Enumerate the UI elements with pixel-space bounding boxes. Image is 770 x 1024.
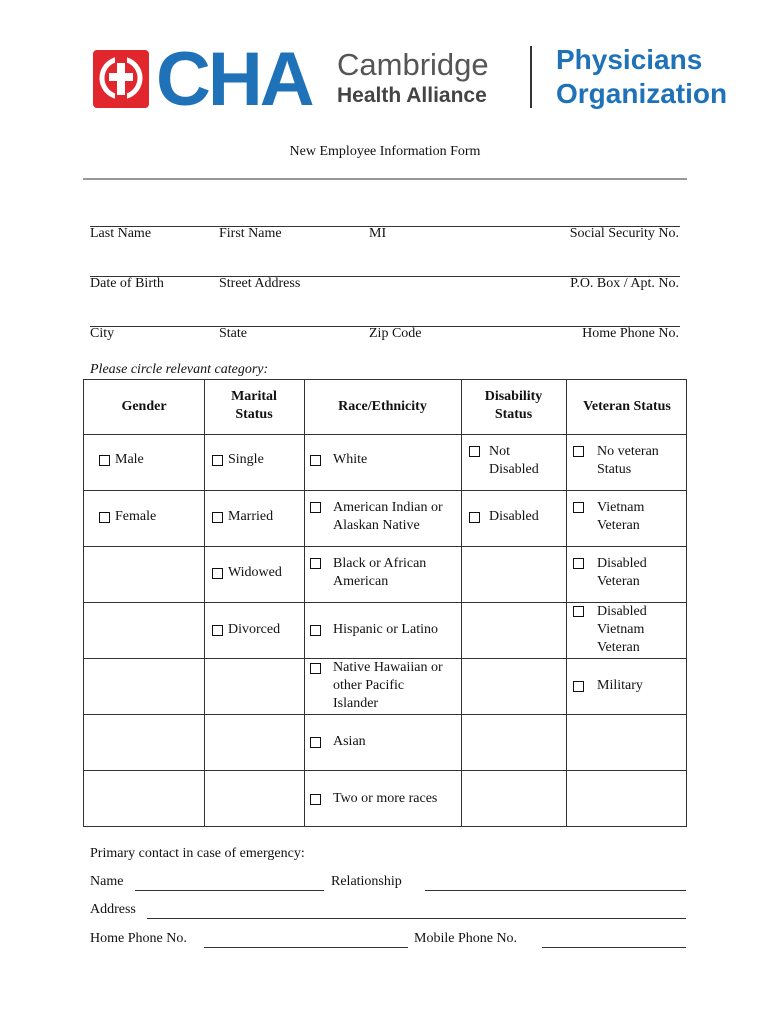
veteran-military-checkbox[interactable]: [573, 681, 584, 692]
emergency-mobile-phone-field[interactable]: [542, 947, 686, 948]
race-native-hawaiian-label-line3: Islander: [333, 696, 379, 711]
race-asian-checkbox[interactable]: [310, 737, 321, 748]
row-divider: [84, 602, 686, 603]
column-divider: [304, 380, 305, 826]
row-divider: [84, 546, 686, 547]
disability-not-disabled-label-line1: Not: [489, 444, 510, 459]
veteran-disabled-label-line1: Disabled: [597, 556, 647, 571]
logo-cha-text: CHA: [156, 37, 312, 122]
emergency-relationship-field[interactable]: [425, 890, 686, 891]
emergency-relationship-label: Relationship: [331, 874, 402, 889]
emergency-home-phone-field[interactable]: [204, 947, 408, 948]
first-name-label: First Name: [219, 226, 282, 241]
city-label: City: [90, 326, 115, 341]
disability-not-disabled-label-line2: Disabled: [489, 462, 539, 477]
race-two-or-more-label: Two or more races: [333, 791, 438, 806]
marital-widowed-label: Widowed: [228, 565, 282, 580]
veteran-none-label-line2: Status: [597, 462, 632, 477]
marital-single-checkbox[interactable]: [212, 455, 223, 466]
last-name-label: Last Name: [90, 226, 152, 241]
category-instruction: Please circle relevant category:: [90, 362, 269, 377]
disability-disabled-checkbox[interactable]: [469, 512, 480, 523]
race-header: Race/Ethnicity: [338, 399, 427, 414]
marital-header-line1: Marital: [231, 389, 277, 404]
logo-cambridge-text: Cambridge: [337, 47, 489, 82]
disability-not-disabled-checkbox[interactable]: [469, 446, 480, 457]
veteran-disabled-label-line2: Veteran: [597, 574, 640, 589]
veteran-disabled-vietnam-label-line1: Disabled: [597, 604, 647, 619]
marital-married-label: Married: [228, 509, 274, 524]
disability-disabled-label: Disabled: [489, 509, 539, 524]
row-divider: [84, 434, 686, 435]
column-divider: [566, 380, 567, 826]
veteran-disabled-checkbox[interactable]: [573, 558, 584, 569]
veteran-disabled-vietnam-label-line2: Vietnam: [597, 622, 645, 637]
veteran-vietnam-label-line2: Veteran: [597, 518, 640, 533]
logo-organization-text: Organization: [556, 78, 728, 109]
logo-physicians-text: Physicians: [556, 44, 703, 75]
logo-health-alliance-text: Health Alliance: [337, 84, 487, 107]
form-title: New Employee Information Form: [289, 144, 481, 159]
veteran-vietnam-label-line1: Vietnam: [597, 500, 645, 515]
column-divider: [461, 380, 462, 826]
race-native-hawaiian-checkbox[interactable]: [310, 663, 321, 674]
row-divider: [84, 714, 686, 715]
category-table: [83, 379, 687, 827]
emergency-address-field[interactable]: [147, 918, 686, 919]
race-white-checkbox[interactable]: [310, 455, 321, 466]
marital-widowed-checkbox[interactable]: [212, 568, 223, 579]
veteran-none-label-line1: No veteran: [597, 444, 659, 459]
row-divider: [84, 770, 686, 771]
row-divider: [84, 490, 686, 491]
race-native-hawaiian-label-line2: other Pacific: [333, 678, 405, 693]
dob-label: Date of Birth: [90, 276, 164, 291]
street-address-label: Street Address: [219, 276, 301, 291]
emergency-name-field[interactable]: [135, 890, 324, 891]
gender-female-label: Female: [115, 509, 157, 524]
zip-code-label: Zip Code: [369, 326, 422, 341]
state-label: State: [219, 326, 247, 341]
gender-female-checkbox[interactable]: [99, 512, 110, 523]
veteran-header: Veteran Status: [583, 399, 671, 414]
race-white-label: White: [333, 452, 368, 467]
race-hispanic-label: Hispanic or Latino: [333, 622, 438, 637]
race-american-indian-label-line1: American Indian or: [333, 500, 443, 515]
emergency-heading: Primary contact in case of emergency:: [90, 846, 305, 861]
race-american-indian-checkbox[interactable]: [310, 502, 321, 513]
ssn-label: Social Security No.: [569, 226, 679, 241]
race-black-checkbox[interactable]: [310, 558, 321, 569]
veteran-none-checkbox[interactable]: [573, 446, 584, 457]
mi-label: MI: [369, 226, 387, 241]
disability-header-line2: Status: [494, 407, 533, 422]
cha-logo-cross-icon: [93, 50, 149, 108]
marital-divorced-checkbox[interactable]: [212, 625, 223, 636]
marital-married-checkbox[interactable]: [212, 512, 223, 523]
gender-header: Gender: [121, 399, 167, 414]
race-asian-label: Asian: [333, 734, 366, 749]
disability-header-line1: Disability: [484, 389, 543, 404]
gender-male-checkbox[interactable]: [99, 455, 110, 466]
race-native-hawaiian-label-line1: Native Hawaiian or: [333, 660, 443, 675]
race-black-label-line1: Black or African: [333, 556, 427, 571]
column-divider: [204, 380, 205, 826]
marital-header-line2: Status: [235, 407, 273, 422]
race-black-label-line2: American: [333, 574, 389, 589]
title-divider: [83, 178, 687, 180]
veteran-vietnam-checkbox[interactable]: [573, 502, 584, 513]
emergency-name-label: Name: [90, 874, 124, 889]
veteran-disabled-vietnam-checkbox[interactable]: [573, 606, 584, 617]
home-phone-label: Home Phone No.: [582, 326, 679, 341]
gender-male-label: Male: [115, 452, 144, 467]
po-box-label: P.O. Box / Apt. No.: [570, 276, 679, 291]
veteran-disabled-vietnam-label-line3: Veteran: [597, 640, 640, 655]
marital-single-label: Single: [228, 452, 264, 467]
race-two-or-more-checkbox[interactable]: [310, 794, 321, 805]
marital-divorced-label: Divorced: [228, 622, 281, 637]
emergency-mobile-phone-label: Mobile Phone No.: [414, 931, 518, 946]
race-american-indian-label-line2: Alaskan Native: [333, 518, 420, 533]
race-hispanic-checkbox[interactable]: [310, 625, 321, 636]
logo-divider: [530, 46, 532, 108]
emergency-home-phone-label: Home Phone No.: [90, 931, 187, 946]
emergency-address-label: Address: [90, 902, 136, 917]
veteran-military-label: Military: [597, 678, 643, 693]
